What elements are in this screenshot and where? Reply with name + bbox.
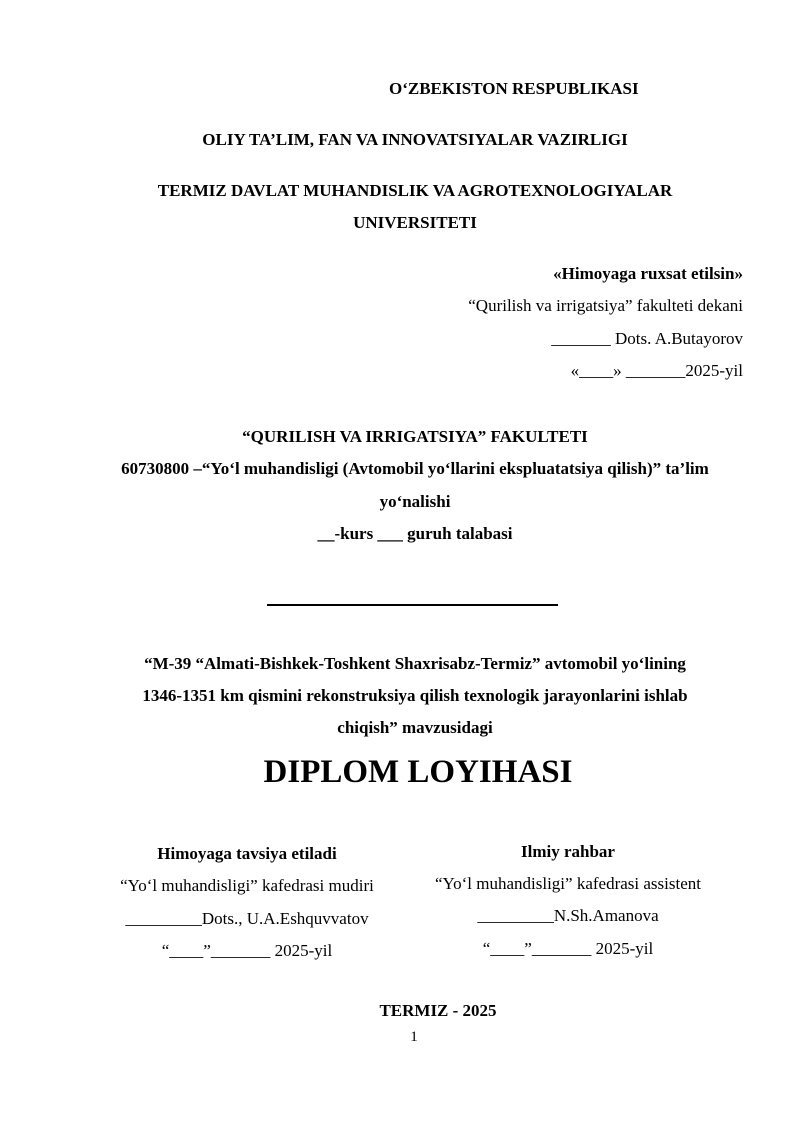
course-group: __-kurs ___ guruh talabasi: [317, 524, 513, 543]
topic-line1: “M-39 “Almati-Bishkek-Toshkent Shaxrisabz-Termiz” avtomobil yo‘lining: [144, 654, 686, 673]
university-heading-line1: TERMIZ DAVLAT MUHANDISLIK VA AGROTEXNOLOGIYALAR: [157, 181, 673, 200]
page-number: 1: [410, 1029, 418, 1045]
document-title: DIPLOM LOYIHASI: [263, 754, 573, 790]
approval-position: “Qurilish va irrigatsiya” fakulteti dekani: [468, 296, 743, 315]
city-year: TERMIZ - 2025: [379, 1001, 497, 1020]
supervisor-title: Ilmiy rahbar: [521, 842, 615, 861]
recommend-date: “____”_______ 2025-yil: [161, 941, 333, 960]
supervisor-signature: _________N.Sh.Amanova: [477, 906, 659, 925]
recommend-signature: _________Dots., U.A.Eshquvvatov: [125, 909, 369, 928]
topic-line3: chiqish” mavzusidagi: [337, 718, 493, 737]
direction-line2: yo‘nalishi: [379, 492, 451, 511]
approval-date: «____» _______2025-yil: [570, 361, 743, 380]
ministry-heading: OLIY TA’LIM, FAN VA INNOVATSIYALAR VAZIRLIGI: [202, 130, 628, 149]
supervisor-position: “Yo‘l muhandisligi” kafedrasi assistent: [435, 874, 701, 893]
recommend-position: “Yo‘l muhandisligi” kafedrasi mudiri: [120, 876, 374, 895]
university-heading-line2: UNIVERSITETI: [353, 213, 477, 232]
direction-line1: 60730800 –“Yo‘l muhandisligi (Avtomobil yo‘llarini ekspluatatsiya qilish)” ta’lim: [121, 459, 709, 478]
approval-title: «Himoyaga ruxsat etilsin»: [553, 264, 743, 283]
topic-line2: 1346-1351 km qismini rekonstruksiya qilish texnologik jarayonlarini ishlab: [142, 686, 688, 705]
faculty-name: “QURILISH VA IRRIGATSIYA” FAKULTETI: [242, 427, 588, 446]
supervisor-date: “____”_______ 2025-yil: [482, 939, 654, 958]
recommend-title: Himoyaga tavsiya etiladi: [157, 844, 337, 863]
student-name-line: [267, 604, 558, 606]
approval-signature: _______ Dots. A.Butayorov: [551, 329, 743, 348]
republic-heading: O‘ZBEKISTON RESPUBLIKASI: [389, 79, 639, 98]
